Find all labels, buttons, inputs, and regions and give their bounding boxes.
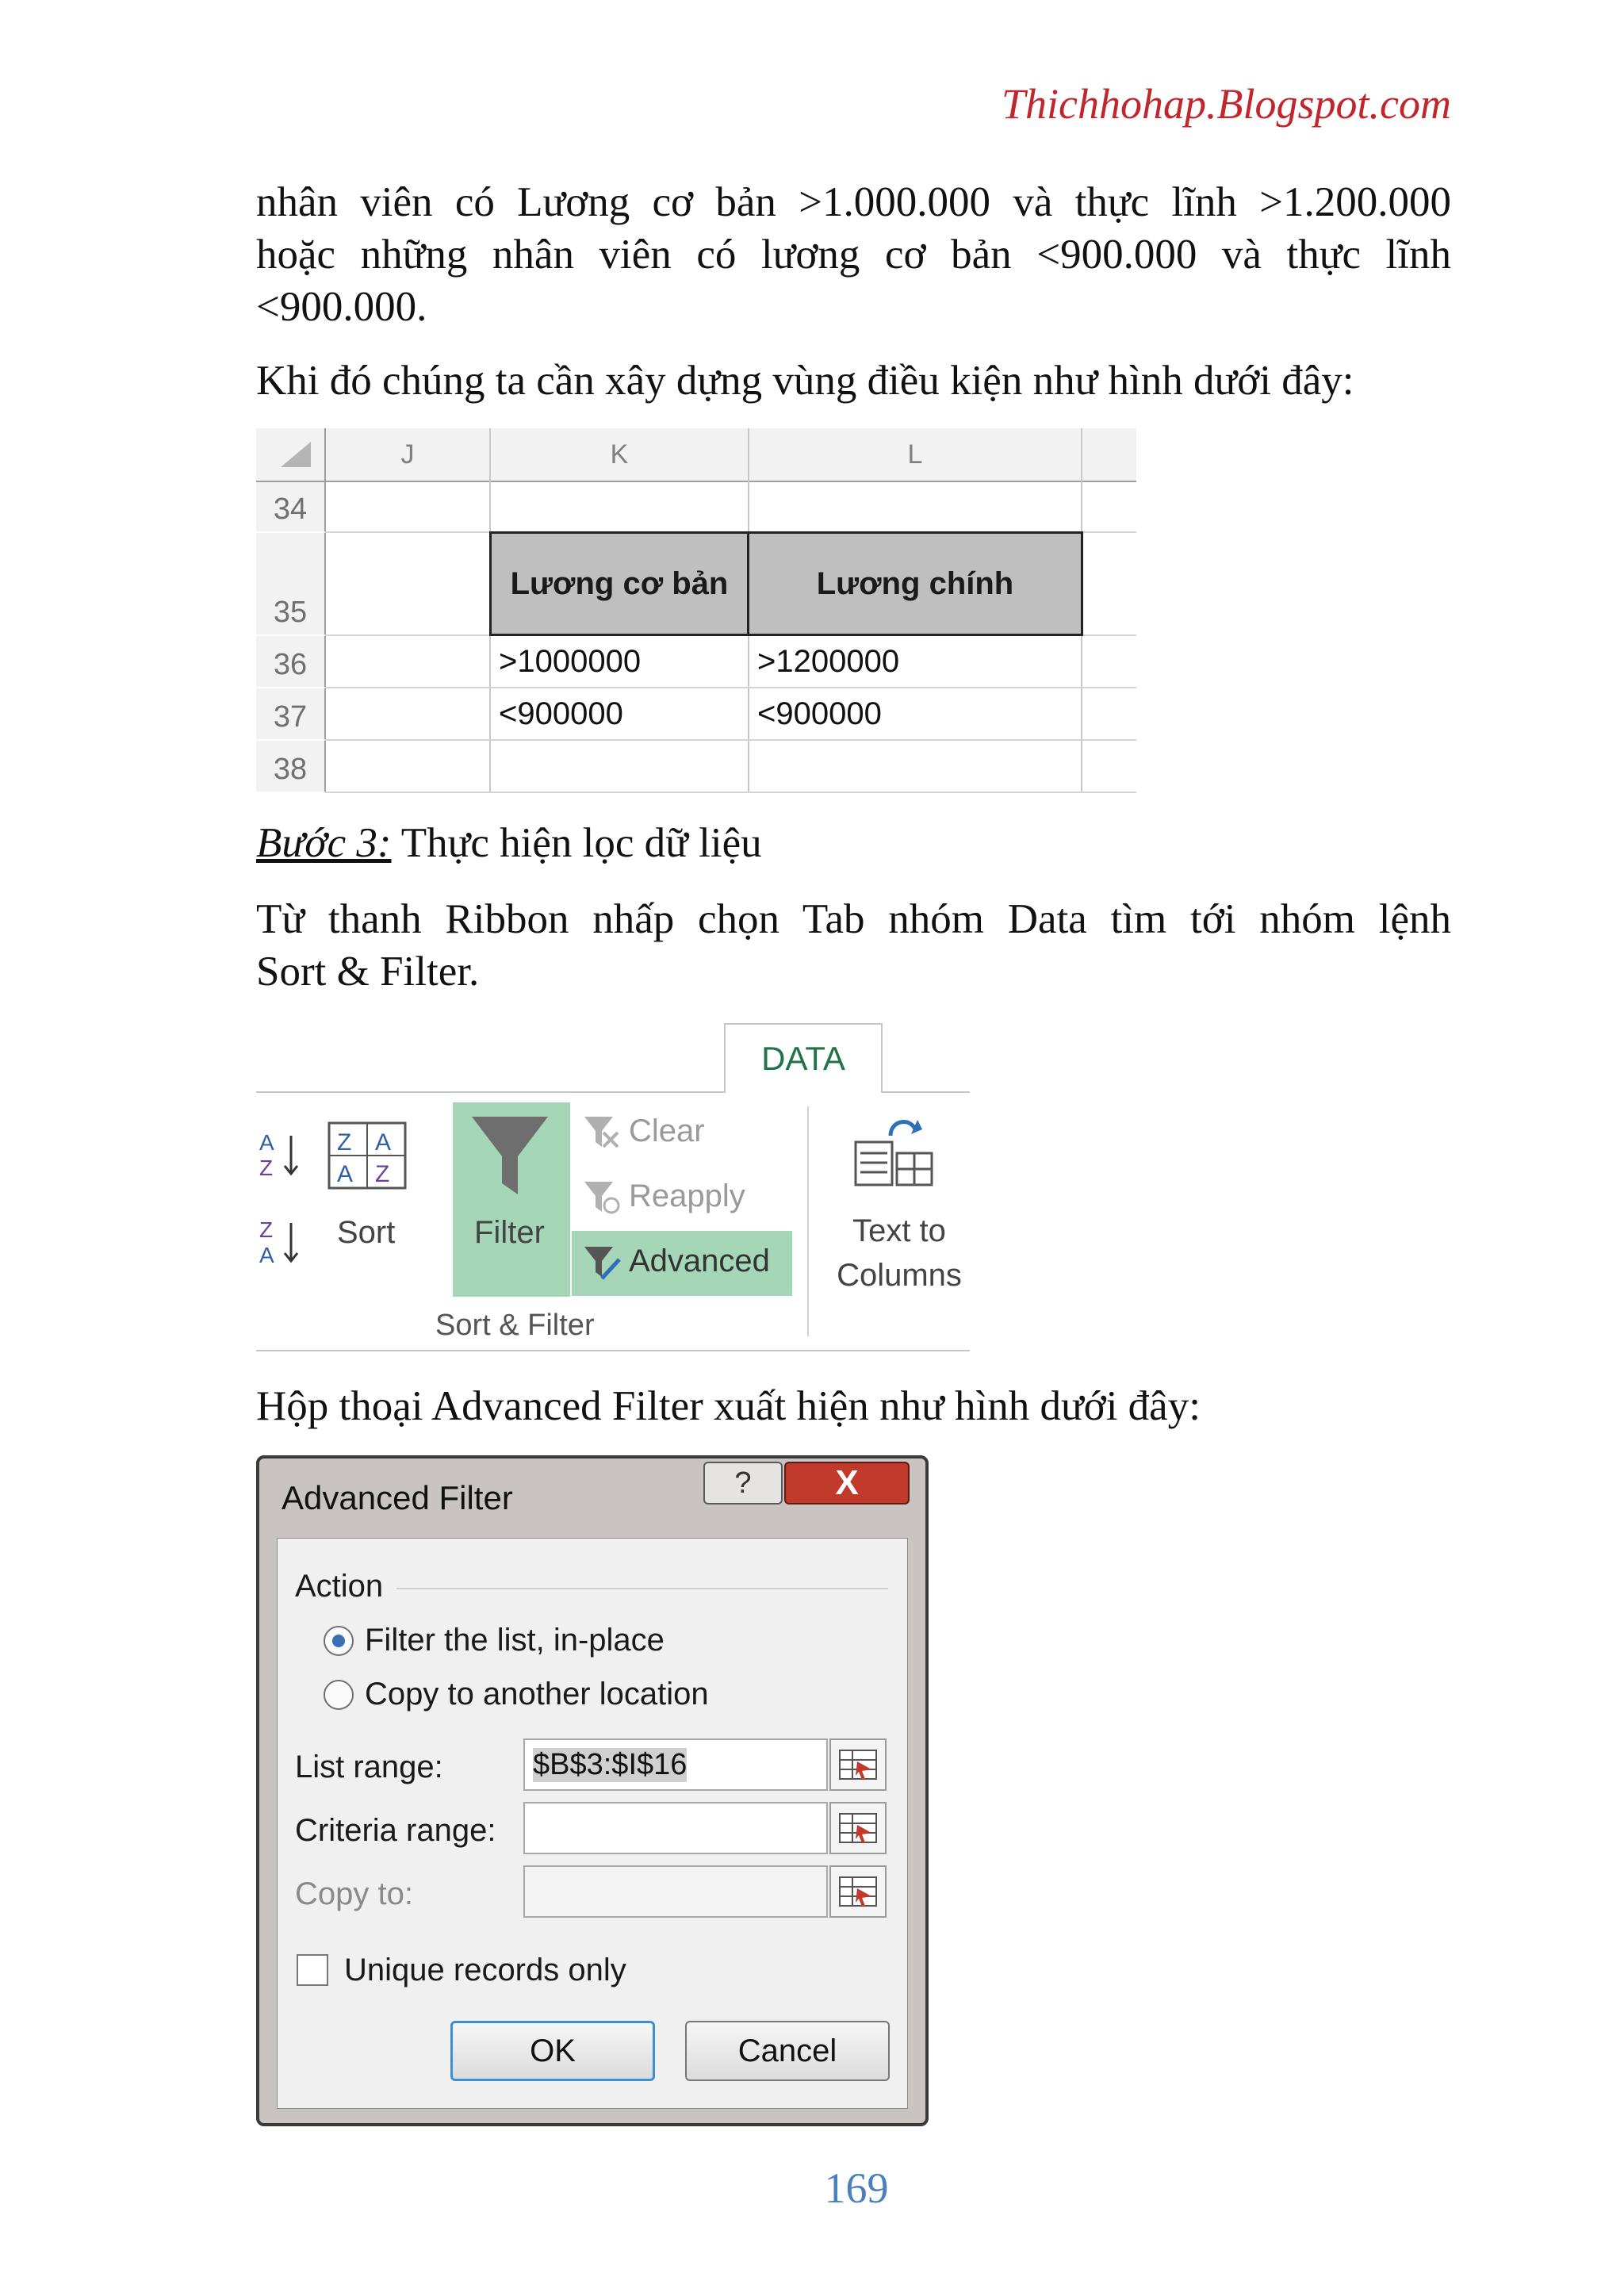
radio-filter-in-place[interactable] — [324, 1626, 354, 1656]
group-divider — [396, 1588, 888, 1589]
ribbon-divider — [256, 1091, 724, 1093]
row-header-35: 35 — [256, 533, 324, 634]
svg-text:A: A — [375, 1129, 392, 1156]
paragraph-criteria-intro: Khi đó chúng ta cần xây dựng vùng điều kiện như hình dưới đây: — [256, 358, 1354, 404]
action-group-label: Action — [295, 1569, 384, 1604]
paragraph-dialog-intro: Hộp thoại Advanced Filter xuất hiện như hình dưới đây: — [256, 1383, 1201, 1429]
sort-label[interactable]: Sort — [337, 1215, 396, 1250]
step-text: Thực hiện lọc dữ liệu — [391, 820, 762, 866]
dialog-body — [277, 1538, 908, 2109]
sort-z-to-a-icon[interactable] — [258, 1215, 305, 1271]
range-select-icon — [838, 1747, 878, 1782]
help-button[interactable]: ? — [703, 1462, 783, 1504]
paragraph-line: hoặc những nhân viên có lương cơ bản <900.000 và thực lĩnh — [256, 232, 1451, 278]
list-range-collapse-button[interactable] — [829, 1738, 887, 1791]
row-header-36: 36 — [256, 636, 324, 687]
criteria-range-input[interactable] — [523, 1802, 828, 1854]
svg-text:Z: Z — [375, 1161, 390, 1187]
text-to-columns-icon[interactable] — [849, 1112, 936, 1191]
criteria-cell: <900000 — [499, 696, 623, 731]
radio-copy-to-location[interactable] — [324, 1680, 354, 1710]
text-to-columns-line2[interactable]: Columns — [837, 1258, 962, 1293]
step-label: Bước 3: — [256, 820, 392, 866]
svg-text:Z: Z — [337, 1129, 352, 1156]
criteria-header-basic-salary: Lương cơ bản — [489, 531, 749, 636]
row-header-37: 37 — [256, 688, 324, 739]
step-heading — [256, 817, 1451, 869]
criteria-header-net-salary: Lương chính — [747, 531, 1083, 636]
clear-button[interactable]: Clear — [629, 1114, 705, 1148]
corner-triangle-icon — [266, 439, 314, 470]
gridline — [324, 428, 326, 793]
site-watermark: Thichhohap.Blogspot.com — [1002, 80, 1451, 128]
svg-text:A: A — [259, 1130, 274, 1155]
clear-filter-icon — [581, 1112, 621, 1152]
criteria-sheet — [256, 428, 1136, 793]
gridline — [324, 739, 1136, 741]
group-label-sort-filter: Sort & Filter — [435, 1309, 595, 1342]
list-range-label: List range: — [295, 1750, 443, 1784]
criteria-cell: <900000 — [757, 696, 882, 731]
row-header-34: 34 — [256, 482, 324, 531]
ribbon-data-tab — [256, 1023, 970, 1356]
cancel-button[interactable]: Cancel — [685, 2021, 890, 2081]
filter-label: Filter — [474, 1215, 545, 1250]
ribbon-divider — [256, 1350, 970, 1351]
column-header-l: L — [749, 428, 1081, 482]
list-range-value: $B$3:$I$16 — [533, 1747, 688, 1781]
close-button[interactable]: X — [784, 1462, 910, 1504]
sort-a-to-z-icon[interactable] — [258, 1128, 305, 1183]
sort-dialog-icon[interactable] — [326, 1120, 408, 1191]
criteria-cell: >1000000 — [499, 643, 642, 679]
column-header-blank — [1082, 428, 1136, 482]
option-filter-in-place-label[interactable]: Filter the list, in-place — [365, 1623, 665, 1658]
reapply-icon — [581, 1177, 621, 1217]
gridline — [324, 792, 1136, 793]
range-select-icon — [838, 1811, 878, 1846]
paragraph-line: Từ thanh Ribbon nhấp chọn Tab nhóm Data tìm tới nhóm lệnh — [256, 896, 1451, 942]
paragraph-line: nhân viên có Lương cơ bản >1.000.000 và thực lĩnh >1.200.000 — [256, 179, 1451, 225]
paragraph-line: Sort & Filter. — [256, 949, 480, 995]
copy-to-input[interactable] — [523, 1865, 828, 1918]
select-all-corner — [256, 428, 324, 482]
page-number: 169 — [824, 2164, 889, 2212]
unique-records-checkbox[interactable] — [297, 1954, 328, 1986]
criteria-range-label: Criteria range: — [295, 1813, 496, 1848]
ribbon-divider — [883, 1091, 970, 1093]
range-select-icon — [838, 1874, 878, 1909]
copy-to-label: Copy to: — [295, 1876, 413, 1911]
dialog-title: Advanced Filter — [282, 1479, 513, 1516]
column-header-j: J — [326, 428, 489, 482]
tab-data[interactable]: DATA — [724, 1023, 883, 1093]
unique-records-label[interactable]: Unique records only — [344, 1953, 626, 1987]
reapply-button[interactable]: Reapply — [629, 1179, 745, 1213]
paragraph-line: <900.000. — [256, 284, 427, 330]
ok-button[interactable]: OK — [450, 2021, 655, 2081]
option-copy-to-location-label[interactable]: Copy to another location — [365, 1677, 709, 1711]
funnel-icon — [469, 1112, 551, 1199]
column-header-k: K — [491, 428, 748, 482]
svg-text:A: A — [337, 1161, 354, 1187]
row-header-38: 38 — [256, 741, 324, 792]
text-to-columns-line1[interactable]: Text to — [852, 1213, 946, 1248]
list-range-input[interactable] — [523, 1738, 828, 1791]
copy-to-collapse-button[interactable] — [829, 1865, 887, 1918]
criteria-range-collapse-button[interactable] — [829, 1802, 887, 1854]
advanced-filter-dialog — [256, 1455, 929, 2126]
group-separator — [807, 1106, 809, 1336]
svg-text:A: A — [259, 1243, 274, 1267]
svg-text:Z: Z — [259, 1217, 274, 1242]
advanced-filter-icon — [581, 1242, 622, 1283]
svg-text:Z: Z — [259, 1156, 274, 1180]
advanced-button[interactable]: Advanced — [629, 1244, 770, 1278]
criteria-cell: >1200000 — [757, 643, 900, 679]
